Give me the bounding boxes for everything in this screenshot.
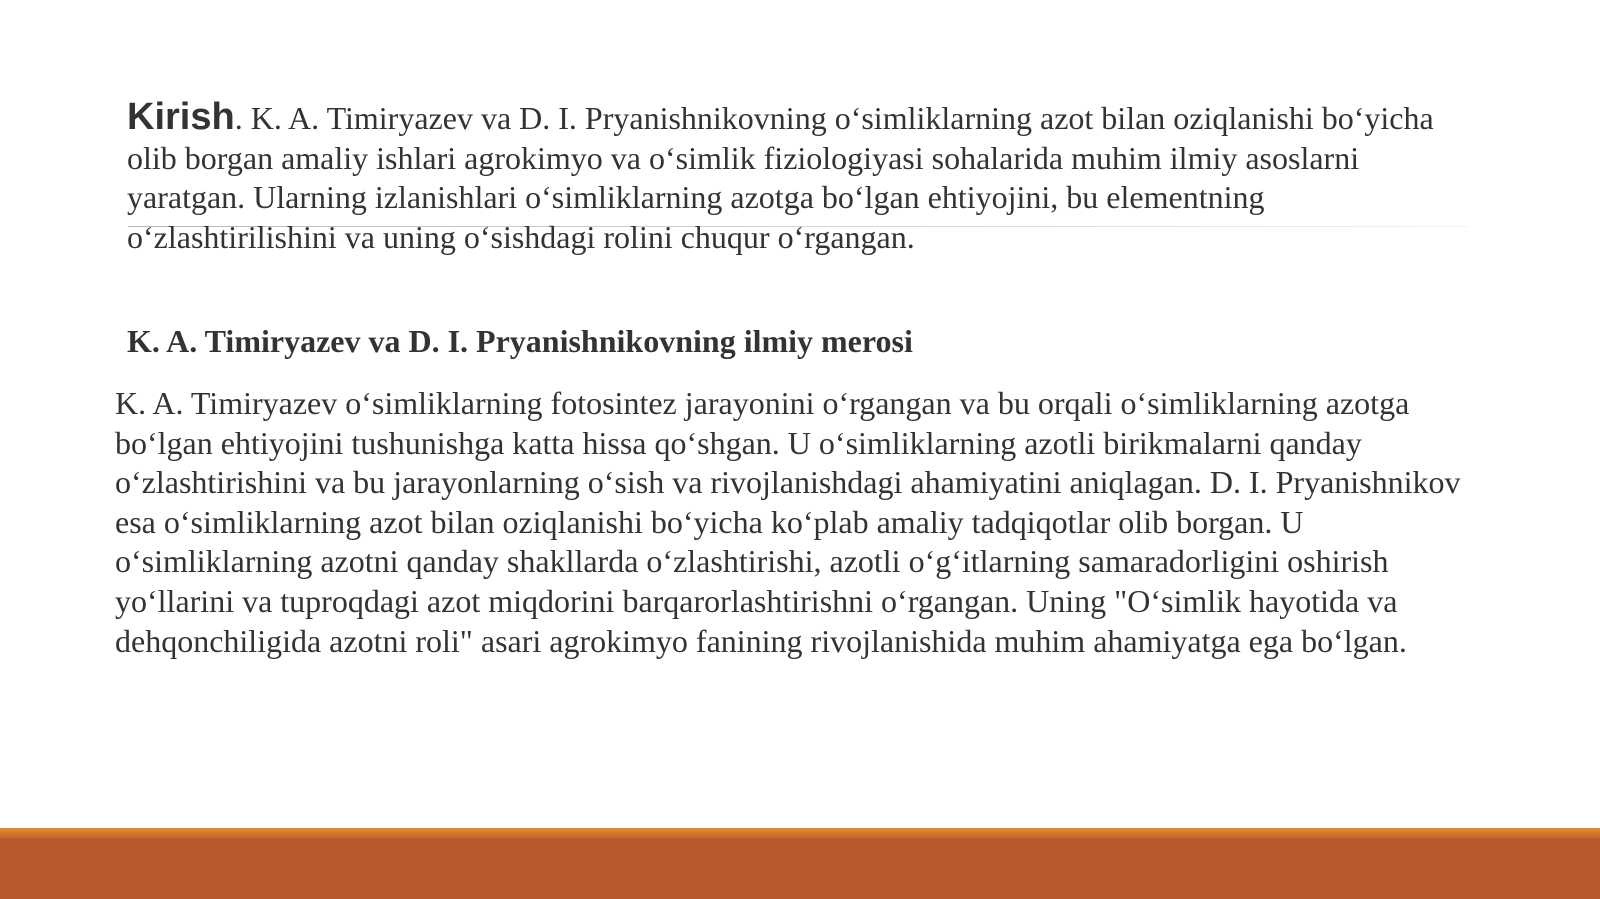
intro-lead: Kirish [127, 96, 235, 138]
section-heading: K. A. Timiryazev va D. I. Pryanishnikovning ilmiy merosi [127, 323, 913, 359]
intro-text: . K. A. Timiryazev va D. I. Pryanishnikovning o‘simliklarning azot bilan oziqlanishi bo‘yicha olib borgan amaliy ishlari agrokimyo va o‘simlik fiziologiyasi sohalarida muhim ilmiy asoslarni yaratgan. Ularning izlanishlari o‘simliklarning azotga bo‘lgan ehtiyojini, bu elementning o‘zlashtirilishini va uning o‘sishdagi rolini chuqur o‘rgangan. [127, 100, 1434, 255]
footer-bar [0, 828, 1600, 899]
body-paragraph: K. A. Timiryazev o‘simliklarning fotosintez jarayonini o‘rgangan va bu orqali o‘simliklarning azotga bo‘lgan ehtiyojini tushunishga katta hissa qo‘shgan. U o‘simliklarning azotli birikmalarni qanday o‘zlashtirishini va bu jarayonlarning o‘sish va rivojlanishdagi ahamiyatini aniqlagan. D. I. Pryanishnikov esa o‘simliklarning azot bilan oziqlanishi bo‘yicha ko‘plab amaliy tadqiqotlar olib borgan. U o‘simliklarning azotni qanday shakllarda o‘zlashtirishi, azotli o‘g‘itlarning samaradorligini oshirish yo‘llarini va tuproqdagi azot miqdorini barqarorlashtirishni o‘rgangan. Uning "O‘simlik hayotida va dehqonchiligida azotni roli" asari agrokimyo fanining rivojlanishida muhim ahamiyatga ega bo‘lgan. [115, 385, 1461, 659]
footer-accent-stripe [0, 828, 1600, 838]
intro-paragraph [127, 98, 1477, 257]
